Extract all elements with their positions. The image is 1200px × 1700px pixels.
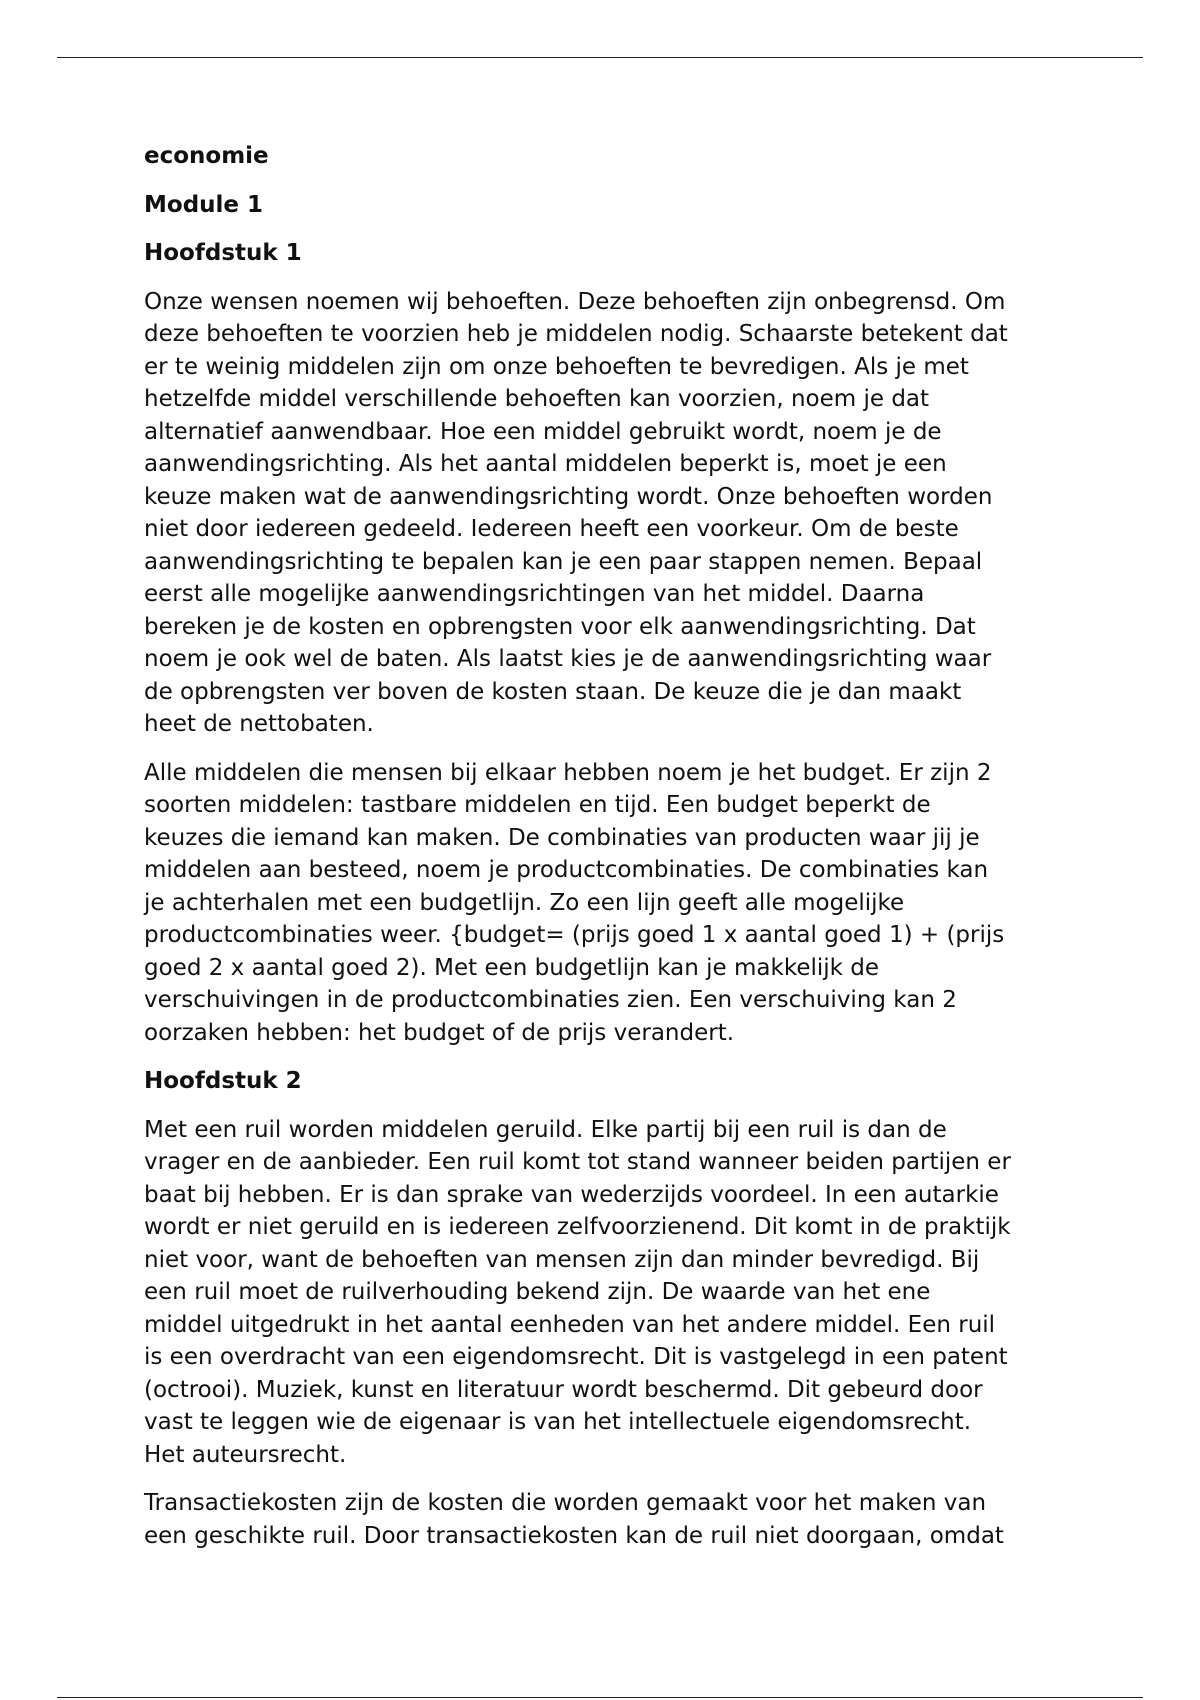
top-divider: [57, 57, 1143, 58]
chapter-1-paragraph-2: Alle middelen die mensen bij elkaar hebben noem je het budget. Er zijn 2 soorten middelen: tastbare middelen en tijd. Een budget beperkt de keuzes die iemand kan maken. De combinaties van producten waar jij je middelen aan besteed, noem je productcombinaties. De combinaties kan je achterhalen met een budgetlijn. Zo een lijn geeft alle mogelijke productcombinaties weer. {budget= (prijs goed 1 x aantal goed 1) + (prijs goed 2 x aantal goed 2). Met een budgetlijn kan je makkelijk de verschuivingen in de productcombinaties zien. Een verschuiving kan 2 oorzaken hebben: het budget of de prijs verandert.: [144, 759, 1005, 1046]
module-heading: Module 1: [144, 191, 264, 218]
subject-heading: economie: [144, 143, 269, 169]
chapter-2-heading: Hoofdstuk 2: [144, 1068, 302, 1094]
chapter-2-paragraph-2: Transactiekosten zijn de kosten die worden gemaakt voor het maken van een geschikte ruil. Door transactiekosten kan de ruil niet doorgaan, omdat: [144, 1490, 1004, 1549]
bottom-divider: [57, 1697, 1143, 1698]
chapter-1-paragraph-1: Onze wensen noemen wij behoeften. Deze behoeften zijn onbegrensd. Om deze behoeften te voorzien heb je middelen nodig. Schaarste betekent dat er te weinig middelen zijn om onze behoeften te bevredigen. Als je met hetzelfde middel verschillende behoeften kan voorzien, noem je dat alternatief aanwendbaar. Hoe een middel gebruikt wordt, noem je de aanwendingsrichting. Als het aantal middelen beperkt is, moet je een keuze maken wat de aanwendingsrichting wordt. Onze behoeften worden niet door iedereen gedeeld. Iedereen heeft een voorkeur. Om de beste aanwendingsrichting te bepalen kan je een paar stappen nemen. Bepaal eerst alle mogelijke aanwendingsrichtingen van het middel. Daarna bereken je de kosten en opbrengsten voor elk aanwendingsrichting. Dat noem je ook wel de baten. Als laatst kies je de aanwendingsrichting waar de opbrengsten ver boven de kosten staan. De keuze die je dan maakt heet de nettobaten.: [144, 288, 1008, 737]
chapter-2-paragraph-1: Met een ruil worden middelen geruild. Elke partij bij een ruil is dan de vrager en de aanbieder. Een ruil komt tot stand wanneer beiden partijen er baat bij hebben. Er is dan sprake van wederzijds voordeel. In een autarkie wordt er niet geruild en is iedereen zelfvoorzienend. Dit komt in de praktijk niet voor, want de behoeften van mensen zijn dan minder bevredigd. Bij een ruil moet de ruilverhouding bekend zijn. De waarde van het ene middel uitgedrukt in het aantal eenheden van het andere middel. Een ruil is een overdracht van een eigendomsrecht. Dit is vastgelegd in een patent (octrooi). Muziek, kunst en literatuur wordt beschermd. Dit gebeurd door vast te leggen wie de eigenaar is van het intellectuele eigendomsrecht. Het auteursrecht.: [144, 1116, 1011, 1468]
document-body: [144, 140, 1064, 1568]
chapter-1-heading: Hoofdstuk 1: [144, 240, 302, 266]
